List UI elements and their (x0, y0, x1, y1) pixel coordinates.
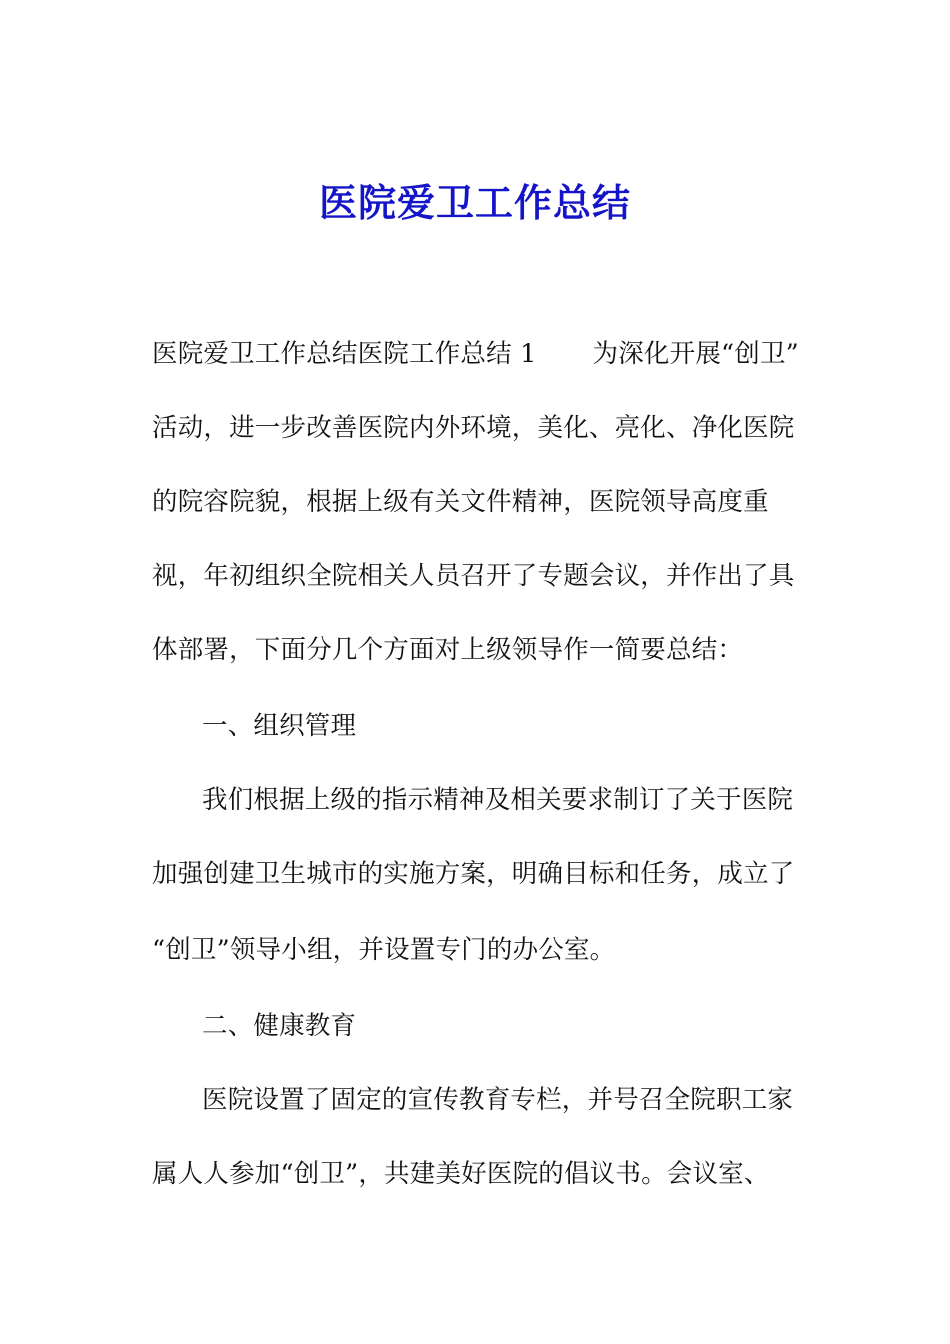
paragraph-line: 属人人参加“创卫”，共建美好医院的倡议书。会议室、 (152, 1159, 770, 1189)
section-heading: 一、组织管理 (202, 711, 357, 741)
document-title: 医院爱卫工作总结 (318, 180, 631, 225)
paragraph-line: 的院容院貌，根据上级有关文件精神，医院领导高度重 (152, 487, 769, 517)
heading-inline: 医院爱卫工作总结医院工作总结 1 (152, 339, 537, 369)
paragraph-line: 视，年初组织全院相关人员召开了专题会议，并作出了具 (152, 561, 795, 591)
text-run: 为深化开展“创卫” (592, 339, 799, 369)
paragraph-line: “创卫”领导小组，并设置专门的办公室。 (152, 935, 616, 965)
paragraph-line: 医院设置了固定的宣传教育专栏，并号召全院职工家 (202, 1085, 794, 1115)
paragraph-line: 我们根据上级的指示精神及相关要求制订了关于医院 (202, 785, 794, 815)
paragraph-line: 活动，进一步改善医院内外环境，美化、亮化、净化医院 (152, 413, 795, 443)
paragraph-line (152, 336, 802, 372)
section-heading: 二、健康教育 (202, 1011, 357, 1041)
paragraph-line: 加强创建卫生城市的实施方案，明确目标和任务，成立了 (152, 859, 795, 889)
paragraph-line: 体部署，下面分几个方面对上级领导作一简要总结： (152, 635, 744, 665)
